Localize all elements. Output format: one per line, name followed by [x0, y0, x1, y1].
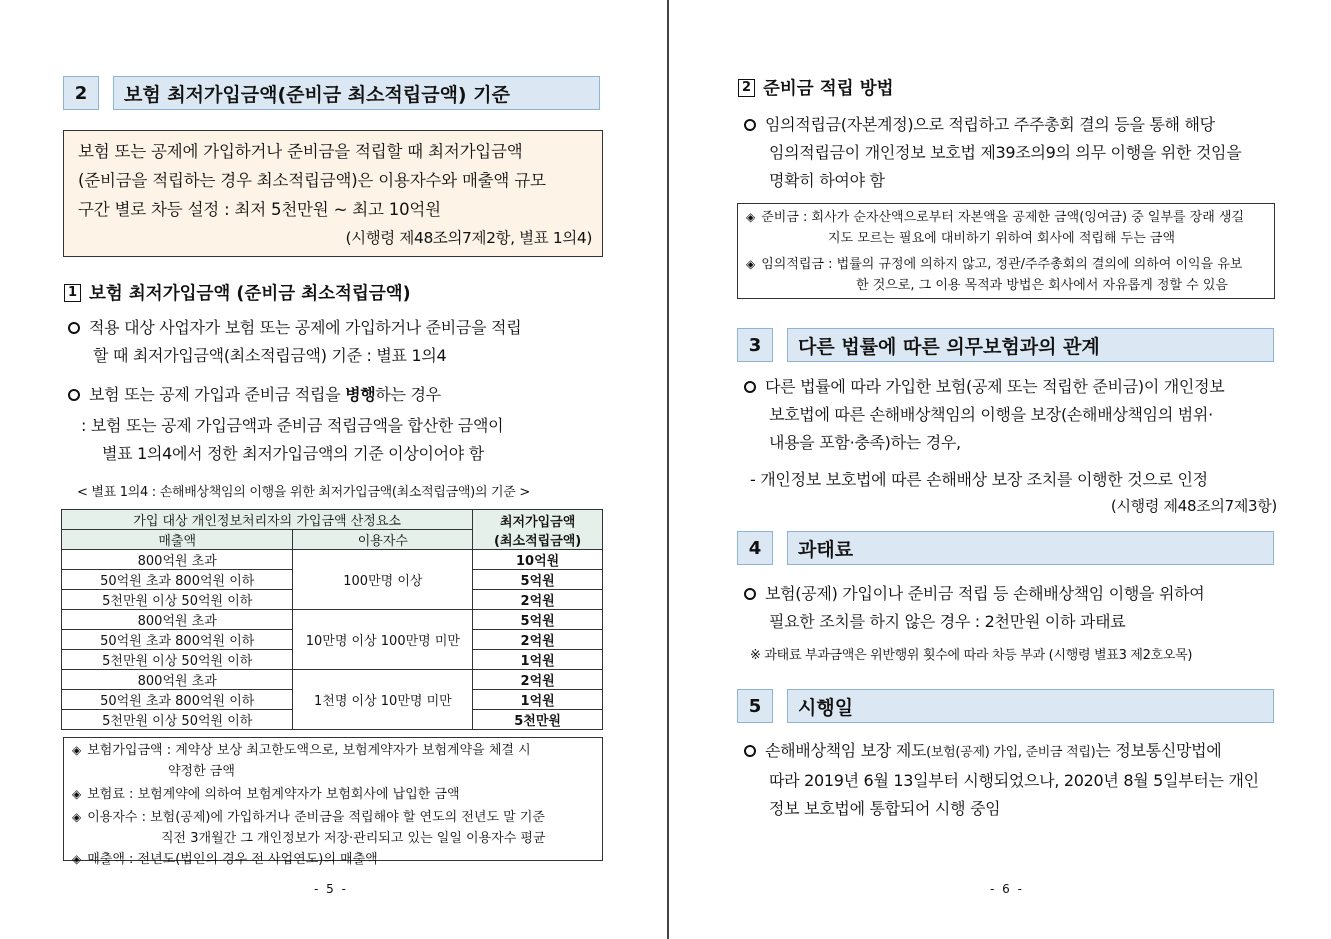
section-4-number: 4	[737, 531, 773, 565]
section-2-title: 보험 최저가입금액(준비금 최소적립금액) 기준	[113, 76, 600, 110]
table-row	[62, 670, 603, 690]
sales-cell: 50억원 초과 800억원 이하	[62, 570, 293, 590]
summary-line-1: 보험 또는 공제에 가입하거나 준비금을 적립할 때 최저가입금액	[78, 142, 523, 161]
definitions-box	[63, 737, 603, 867]
subheading-2-title: 준비금 적립 방법	[763, 79, 894, 99]
para-2-line-1-a: 보험 또는 공제 가입과 준비금 적립을	[89, 385, 346, 404]
para-effective-line-1-a: 손해배상책임 보장 제도	[765, 741, 927, 760]
subheading-1-number: 1	[64, 284, 81, 302]
para-other-laws-line-3: 내용을 포함·충족)하는 경우,	[769, 433, 961, 452]
para-reserve	[744, 111, 1241, 195]
section-5-title: 시행일	[787, 689, 1274, 723]
para-other-laws	[744, 373, 1224, 457]
summary-reference: (시행령 제48조의7제2항, 별표 1의4)	[345, 229, 592, 247]
note-users: 이용자수 : 보험(공제)에 가입하거나 준비금을 적립해야 할 연도의 전년도 말 기준	[87, 810, 545, 825]
para-effective-line-1-small: (보험(공제) 가입, 준비금 적립)	[926, 745, 1096, 760]
note-insured-amount: 보험가입금액 : 계약상 보상 최고한도액으로, 보험계약자가 보험계약을 체결 시	[87, 743, 531, 758]
subheading-1	[64, 280, 411, 305]
para-fine-note: ※ 과태료 부과금액은 위반행위 횟수에 따라 차등 부과 (시행령 별표3 제2호오목)	[750, 648, 1193, 663]
para-2-line-3: 별표 1의4에서 정한 최저가입금액의 기준 이상이어야 함	[102, 444, 484, 463]
summary-box	[63, 130, 603, 257]
summary-line-3: 구간 별로 차등 설정 : 최저 5천만원 ~ 최고 10억원	[78, 200, 441, 219]
section-2-number: 2	[63, 76, 99, 110]
amount-cell: 1억원	[473, 690, 603, 710]
def-reserve-cont: 지도 모르는 필요에 대비하기 위하여 회사에 적립해 두는 금액	[828, 231, 1176, 246]
para-2	[68, 381, 503, 468]
circle-bullet-icon	[744, 119, 756, 131]
def-reserve: 준비금 : 회사가 순자산액으로부터 자본액을 공제한 금액(잉여금) 중 일부를 장래 생길	[761, 210, 1245, 225]
users-cell: 1천명 이상 10만명 미만	[293, 670, 473, 730]
sales-cell: 50억원 초과 800억원 이하	[62, 690, 293, 710]
sales-cell: 50억원 초과 800억원 이하	[62, 630, 293, 650]
header-amount-line-1: 최저가입금액	[499, 514, 576, 530]
para-effective-line-2: 따라 2019년 6월 13일부터 시행되었으나, 2020년 8월 5일부터는 개인	[769, 771, 1259, 790]
para-reserve-line-2: 임의적립금이 개인정보 보호법 제39조의9의 의무 이행을 위한 것임을	[769, 143, 1242, 162]
note-premium: 보험료 : 보험계약에 의하여 보험계약자가 보험회사에 납입한 금액	[87, 787, 460, 802]
para-reserve-line-1: 임의적립금(자본계정)으로 적립하고 주주총회 결의 등을 통해 해당	[765, 115, 1215, 134]
amount-cell: 2억원	[473, 670, 603, 690]
para-2-line-1-bold: 병행	[345, 385, 376, 404]
para-fine-line-1: 보험(공제) 가입이나 준비금 적립 등 손해배상책임 이행을 위하여	[765, 584, 1205, 603]
header-users: 이용자수	[293, 530, 473, 550]
section-4-title: 과태료	[787, 531, 1274, 565]
reserve-definitions-box	[737, 203, 1275, 299]
para-reserve-line-3: 명확히 하여야 함	[769, 171, 885, 190]
para-other-laws-dash: - 개인정보 보호법에 따른 손해배상 보장 조치를 이행한 것으로 인정	[750, 470, 1208, 489]
circle-bullet-icon	[744, 381, 756, 393]
sales-cell: 800억원 초과	[62, 550, 293, 570]
circle-bullet-icon	[68, 389, 80, 401]
def-voluntary-reserve-cont: 한 것으로, 그 이용 목적과 방법은 회사에서 자유롭게 정할 수 있음	[856, 278, 1228, 293]
para-1-line-2: 할 때 최저가입금액(최소적립금액) 기준 : 별표 1의4	[93, 346, 447, 365]
para-1	[68, 314, 521, 370]
amount-cell: 5천만원	[473, 710, 603, 730]
diamond-bullet-icon: ◈	[72, 743, 82, 757]
diamond-bullet-icon: ◈	[746, 210, 756, 224]
page-6	[670, 0, 1331, 939]
criteria-table	[61, 509, 603, 730]
subheading-2-number: 2	[738, 79, 755, 97]
amount-cell: 1억원	[473, 650, 603, 670]
header-factor: 가입 대상 개인정보처리자의 가입금액 산정요소	[62, 510, 473, 530]
subheading-2	[738, 75, 894, 100]
section-3-number: 3	[737, 328, 773, 362]
sales-cell: 5천만원 이상 50억원 이하	[62, 650, 293, 670]
para-other-laws-line-1: 다른 법률에 따라 가입한 보험(공제 또는 적립한 준비금)이 개인정보	[765, 377, 1225, 396]
users-cell: 10만명 이상 100만명 미만	[293, 610, 473, 670]
para-2-line-1-b: 하는 경우	[375, 385, 441, 404]
page-number: - 5 -	[314, 882, 348, 896]
def-voluntary-reserve: 임의적립금 : 법률의 규정에 의하지 않고, 정관/주주총회의 결의에 의하여 이익을 유보	[761, 257, 1243, 272]
circle-bullet-icon	[68, 322, 80, 334]
section-5-number: 5	[737, 689, 773, 723]
para-2-line-2: : 보험 또는 공제 가입금액과 준비금 적립금액을 합산한 금액이	[81, 416, 504, 435]
para-other-laws-line-2: 보호법에 따른 손해배상책임의 이행을 보장(손해배상책임의 범위·	[769, 405, 1213, 424]
para-other-laws-ref: (시행령 제48조의7제3항)	[1110, 497, 1277, 515]
circle-bullet-icon	[744, 588, 756, 600]
sales-cell: 5천만원 이상 50억원 이하	[62, 590, 293, 610]
section-3-title: 다른 법률에 따른 의무보험과의 관계	[787, 328, 1274, 362]
note-sales: 매출액 : 전년도(법인의 경우 전 사업연도)의 매출액	[87, 852, 378, 867]
header-amount-line-2: (최소적립금액)	[494, 533, 582, 549]
diamond-bullet-icon: ◈	[72, 852, 82, 866]
para-effective	[744, 737, 1259, 823]
amount-cell: 2억원	[473, 590, 603, 610]
para-fine	[744, 580, 1204, 636]
table-row	[62, 610, 603, 630]
sales-cell: 5천만원 이상 50억원 이하	[62, 710, 293, 730]
note-insured-amount-cont: 약정한 금액	[168, 764, 235, 779]
diamond-bullet-icon: ◈	[746, 257, 756, 271]
page-number: - 6 -	[990, 882, 1024, 896]
sales-cell: 800억원 초과	[62, 670, 293, 690]
amount-cell: 5억원	[473, 570, 603, 590]
header-amount	[473, 510, 603, 550]
amount-cell: 5억원	[473, 610, 603, 630]
table-row	[62, 550, 603, 570]
header-sales: 매출액	[62, 530, 293, 550]
para-effective-line-3: 정보 보호법에 통합되어 시행 중임	[769, 799, 1001, 818]
users-cell: 100만명 이상	[293, 550, 473, 610]
amount-cell: 10억원	[473, 550, 603, 570]
para-effective-line-1-b: 는 정보통신망법에	[1095, 741, 1222, 760]
circle-bullet-icon	[744, 745, 756, 757]
table-caption: < 별표 1의4 : 손해배상책임의 이행을 위한 최저가입금액(최소적립금액)의 기준 >	[77, 485, 530, 500]
summary-line-2: (준비금을 적립하는 경우 최소적립금액)은 이용자수와 매출액 규모	[78, 171, 546, 190]
amount-cell: 2억원	[473, 630, 603, 650]
diamond-bullet-icon: ◈	[72, 810, 82, 824]
sales-cell: 800억원 초과	[62, 610, 293, 630]
diamond-bullet-icon: ◈	[72, 787, 82, 801]
subheading-1-title: 보험 최저가입금액 (준비금 최소적립금액)	[89, 284, 411, 304]
para-fine-line-2: 필요한 조치를 하지 않은 경우 : 2천만원 이하 과태료	[769, 612, 1126, 631]
para-1-line-1: 적용 대상 사업자가 보험 또는 공제에 가입하거나 준비금을 적립	[89, 318, 522, 337]
note-users-cont: 직전 3개월간 그 개인정보가 저장·관리되고 있는 일일 이용자수 평균	[161, 831, 546, 846]
